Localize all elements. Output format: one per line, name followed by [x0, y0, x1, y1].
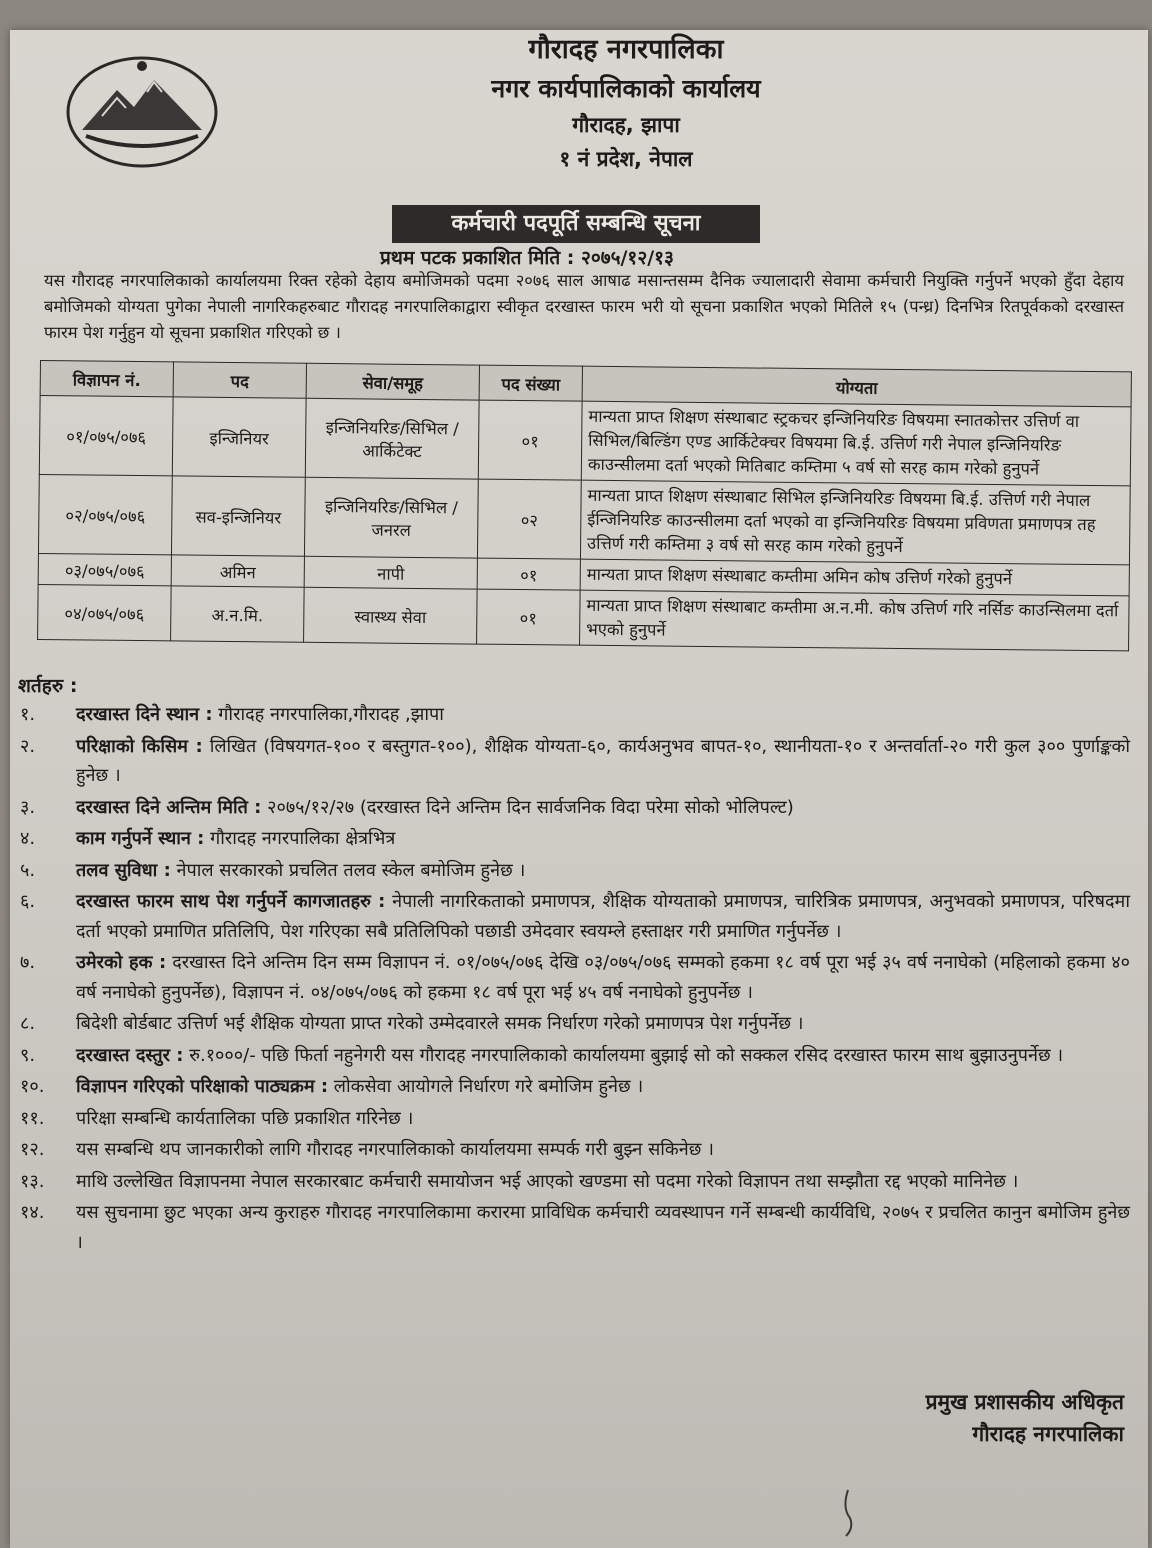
condition-text: माथि उल्लेखित विज्ञापनमा नेपाल सरकारबाट कर्मचारी समायोजन भई आएको खण्डमा सो पदमा गरेको विज्ञापन तथा सम्झौता रद्द भएको मानिनेछ ।	[76, 1170, 1019, 1192]
vacancy-table	[37, 360, 1132, 651]
list-item	[16, 1072, 1130, 1102]
province-name: १ नं प्रदेश, नेपाल	[559, 147, 693, 171]
list-item	[16, 856, 1130, 886]
condition-label: दरखास्त दिने अन्तिम मिति :	[76, 796, 262, 818]
municipality-name: गौरादह नगरपालिका	[528, 34, 724, 65]
service-cell: इन्जिनियरिङ/सिभिल /जनरल	[304, 477, 478, 558]
count-cell: ०१	[477, 589, 581, 645]
table-row	[39, 396, 1131, 486]
condition-text: लिखित (विषयगत-१०० र बस्तुगत-१००), शैक्षिक योग्यता-६०, कार्यअनुभव बापत-१०, स्थानीयता-१० र अन्तर्वार्ता-२० गरी कुल ३०० पुर्णाङ्कको हुनेछ ।	[76, 735, 1130, 786]
conditions-list	[16, 700, 1130, 1259]
post-cell: इन्जिनियर	[172, 397, 306, 477]
letterhead	[0, 30, 1152, 176]
condition-text: गौरादह नगरपालिका,गौरादह ,झापा	[212, 704, 444, 725]
condition-number: १३.	[20, 1170, 45, 1192]
condition-number: १०.	[20, 1076, 45, 1097]
signature-block	[926, 1386, 1124, 1450]
notice-title-banner: कर्मचारी पदपूर्ति सम्बन्धि सूचना	[392, 205, 760, 243]
count-cell: ०२	[477, 479, 581, 559]
col-header-service: सेवा/समूह	[306, 363, 479, 400]
signatory-title: प्रमुख प्रशासकीय अधिकृत	[925, 1390, 1124, 1414]
col-header-post: पद	[173, 362, 306, 398]
condition-label: दरखास्त फारम साथ पेश गर्नुपर्ने कागजातहरु :	[76, 891, 386, 912]
qualification-cell: मान्यता प्राप्त शिक्षण संस्थाबाट कम्तीमा अमिन कोष उत्तिर्ण गरेको हुनुपर्ने	[580, 559, 1129, 596]
condition-label: परिक्षाको किसिम :	[76, 735, 203, 757]
condition-text: दरखास्त दिने अन्तिम दिन सम्म विज्ञापन नं. ०१/०७५/०७६ देखि ०३/०७५/०७६ सम्मको हकमा १८ वर्ष पूरा भई ३५ वर्ष ननाघेको (महिलाको हकमा ४० वर्ष ननाघेको हुनुपर्नेछ), विज्ञापन नं. ०४/०७५/०७६ को हकमा १८ वर्ष पूरा भई ४५ वर्ष ननाघेको हुनुपर्नेछ ।	[76, 952, 1130, 1003]
office-name: नगर कार्यपालिकाको कार्यालय	[491, 74, 761, 103]
condition-text: यस सुचनामा छुट भएका अन्य कुराहरु गौरादह नगरपालिकामा करारमा प्राविधिक कर्मचारी व्यवस्थापन गर्ने सम्बन्धी कार्यविधि, २०७५ र प्रचलित कानुन बमोजिम हुनेछ ।	[76, 1202, 1130, 1253]
condition-label: दरखास्त दिने स्थान :	[76, 704, 213, 725]
count-cell: ०१	[478, 400, 582, 480]
post-cell: सव-इन्जिनियर	[171, 476, 305, 556]
qualification-cell: मान्यता प्राप्त शिक्षण संस्थाबाट स्ट्रकचर इन्जिनियरिङ विषयमा स्नातकोत्तर उत्तिर्ण वा सिभिल/बिल्डिंग एण्ड आर्किटेक्चर विषयमा बि.ई. उत्तिर्ण गरी नेपाल इन्जिनियरिङ काउन्सीलमा दर्ता भएको मितिबाट कम्तिमा ५ वर्ष सो सरह काम गरेको हुनुपर्ने	[581, 401, 1131, 486]
list-item	[16, 948, 1130, 1007]
condition-text: बिदेशी बोर्डबाट उत्तिर्ण भई शैक्षिक योग्यता प्राप्त गरेको उम्मेदवारले समक निर्धारण गरेको प्रमाणपत्र पेश गर्नुपर्नेछ ।	[76, 1013, 804, 1034]
condition-number: ३.	[20, 796, 36, 818]
condition-label: उमेरको हक :	[76, 952, 167, 973]
published-date: प्रथम पटक प्रकाशित मिति : २०७५/१२/१३	[380, 247, 674, 269]
service-cell: स्वास्थ्य सेवा	[304, 587, 478, 644]
condition-text: नेपाल सरकारको प्रचलित तलव स्केल बमोजिम हुनेछ ।	[170, 859, 526, 881]
service-cell: नापी	[304, 556, 477, 589]
list-item	[16, 793, 1130, 823]
list-item	[16, 824, 1130, 854]
list-item	[16, 1104, 1130, 1134]
condition-text: २०७५/१२/२७ (दरखास्त दिने अन्तिम दिन सार्वजनिक विदा परेमा सोको भोलिपल्ट)	[261, 796, 794, 818]
condition-text: रु.१०००/- पछि फिर्ता नहुनेगरी यस गौरादह नगरपालिकाको कार्यालयमा बुझाई सो को सक्कल रसिद दरखास्त फारम साथ बुझाउनुपर्नेछ ।	[183, 1044, 1064, 1066]
ad-no-cell: ०२/०७५/०७६	[38, 474, 172, 554]
condition-number: ७.	[20, 952, 36, 973]
ad-no-cell: ०३/०७५/०७६	[38, 553, 171, 585]
signatory-office: गौरादह नगरपालिका	[972, 1422, 1124, 1446]
list-item	[16, 1041, 1130, 1071]
condition-text: गौरादह नगरपालिका क्षेत्रभित्र	[204, 828, 396, 849]
post-cell: अमिन	[171, 555, 304, 587]
condition-label: तलव सुविधा :	[76, 859, 171, 881]
condition-label: दरखास्त दस्तुर :	[76, 1044, 184, 1066]
office-location: गौरादह, झापा	[572, 113, 680, 137]
condition-number: २.	[20, 735, 36, 757]
qualification-cell: मान्यता प्राप्त शिक्षण संस्थाबाट कम्तीमा अ.न.मी. कोष उत्तिर्ण गरि नर्सिङ काउन्सिलमा दर्ता भएको हुनुपर्ने	[580, 590, 1130, 651]
condition-text: यस सम्बन्धि थप जानकारीको लागि गौरादह नगरपालिकाको कार्यालयमा सम्पर्क गरी बुझ्न सकिनेछ ।	[76, 1139, 714, 1160]
condition-label: काम गर्नुपर्ने स्थान :	[76, 828, 205, 849]
list-item	[16, 1009, 1130, 1039]
condition-text: परिक्षा सम्बन्धि कार्यतालिका पछि प्रकाशित गरिनेछ ।	[76, 1107, 414, 1129]
col-header-qualification: योग्यता	[582, 366, 1131, 407]
condition-number: १२.	[20, 1139, 45, 1160]
service-cell: इन्जिनियरिङ/सिभिल /आर्किटेक्ट	[305, 398, 479, 479]
condition-number: ९.	[20, 1044, 36, 1066]
list-item	[16, 700, 1130, 730]
condition-number: १४.	[20, 1202, 45, 1223]
list-item	[16, 1135, 1130, 1165]
conditions-heading: शर्तहरु :	[18, 675, 78, 697]
qualification-cell: मान्यता प्राप्त शिक्षण संस्थाबाट सिभिल इन्जिनियरिङ विषयमा बि.ई. उत्तिर्ण गरी नेपाल ईन्जिनियरिङ काउन्सीलमा दर्ता भएको वा इन्जिनियरिङ विषयमा प्रविणता प्रमाणपत्र तह उत्तिर्ण गरी कम्तिमा ३ वर्ष सो सरह काम गरेको हुनुपर्ने	[580, 480, 1130, 565]
ad-no-cell: ०४/०७५/०७६	[38, 584, 172, 640]
table-row	[38, 584, 1130, 650]
condition-text: लोकसेवा आयोगले निर्धारण गरे बमोजिम हुनेछ ।	[328, 1076, 644, 1097]
post-cell: अ.न.मि.	[171, 586, 305, 642]
condition-text: नेपाली नागरिकताको प्रमाणपत्र, शैक्षिक योग्यताको प्रमाणपत्र, चारित्रिक प्रमाणपत्र, अनुभवको प्रमाणपत्र, परिषदमा दर्ता भएको प्रमाणित प्रतिलिपि, पेश गरिएका सबै प्रतिलिपिको पछाडी उमेदवार स्वयम्ले हस्ताक्षर गरी प्रमाणित गर्नुपर्नेछ ।	[76, 891, 1130, 942]
condition-number: ६.	[20, 891, 36, 912]
condition-label: विज्ञापन गरिएको परिक्षाको पाठ्यक्रम :	[76, 1076, 329, 1097]
intro-paragraph: यस गौरादह नगरपालिकाको कार्यालयमा रिक्त रहेको देहाय बमोजिमको पदमा २०७६ साल आषाढ मसान्तसम्म दैनिक ज्यालादारी सेवामा कर्मचारी नियुक्ति गर्नुपर्ने भएको हुँदा देहाय बमोजिमको योग्यता पुगेका नेपाली नागरिकहरुबाट गौरादह नगरपालिकाद्वारा स्वीकृत दरखास्त फारम भरी यो सूचना प्रकाशित भएको मितिले १५ (पन्ध्र) दिनभित्र रितपूर्वकको दरखास्त फारम पेश गर्नुहुन यो सूचना प्रकाशित गरिएको छ ।	[44, 271, 1124, 342]
list-item	[16, 887, 1130, 946]
count-cell: ०१	[477, 558, 580, 590]
table-row	[38, 474, 1130, 564]
list-item	[16, 1167, 1130, 1197]
ad-no-cell: ०१/०७५/०७६	[39, 396, 173, 476]
list-item	[16, 1198, 1130, 1257]
condition-number: १.	[20, 704, 36, 725]
condition-number: ४.	[20, 828, 36, 849]
condition-number: ११.	[20, 1107, 45, 1129]
list-item	[16, 732, 1130, 791]
col-header-count: पद संख्या	[479, 365, 582, 401]
condition-number: ८.	[20, 1013, 36, 1034]
pen-mark-icon	[838, 1488, 858, 1538]
col-header-ad-no: विज्ञापन नं.	[40, 361, 173, 397]
condition-number: ५.	[20, 859, 36, 881]
